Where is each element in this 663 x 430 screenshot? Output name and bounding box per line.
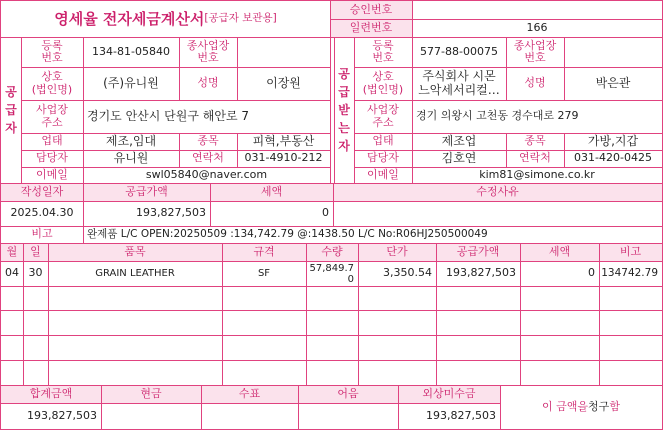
claim-word: 청구 (588, 399, 610, 413)
col-item: 품목 (124, 244, 146, 258)
claim-prefix: 이 금액을 (542, 399, 589, 413)
supplier-address-label: 사업장 주소 (36, 103, 68, 129)
supplier-manager: 유니원 (113, 150, 149, 165)
issue-date: 2025.04.30 (10, 206, 74, 220)
col-qty: 수량 (321, 244, 343, 258)
supplier-biz-item: 피혁,부동산 (252, 133, 315, 148)
item-qty: 57,849.7 0 (309, 262, 354, 285)
buyer-name: 주식회사 시몬 느악세서리컬… (418, 69, 500, 97)
buyer-biz-item: 가방,지갑 (587, 133, 639, 148)
buyer-ceo: 박은관 (595, 75, 631, 90)
summary-supply-label: 공급가액 (125, 184, 168, 198)
col-unit-price: 단가 (386, 244, 408, 258)
item-remark: 134742.79 (601, 266, 658, 279)
supplier-email: swl05840@naver.com (145, 167, 268, 181)
col-day: 일 (30, 244, 41, 258)
check-label: 수표 (238, 386, 261, 400)
total-amount: 193,827,503 (27, 408, 97, 422)
approval-number-label: 승인번호 (349, 2, 393, 16)
buyer-address: 경기 의왕시 고천동 경수대로 279 (416, 109, 579, 123)
buyer-name-label: 상호 (법인명) (362, 70, 404, 96)
date-label: 작성일자 (20, 184, 64, 198)
note-text: 완제품 L/C OPEN:20250509 :134,742.79 @:1438.50 L/C No:R06HJ250500049 (87, 227, 488, 240)
buyer-branch-label: 종사업장 번호 (513, 38, 557, 64)
supplier-email-label: 이메일 (36, 167, 68, 181)
reason-label: 수정사유 (476, 184, 519, 198)
buyer-manager-label: 담당자 (367, 151, 399, 165)
item-day: 30 (28, 266, 43, 280)
total-label: 합계금액 (29, 386, 73, 400)
item-unit-price: 3,350.54 (383, 266, 432, 280)
credit-label: 외상미수금 (422, 386, 476, 400)
col-spec: 규격 (253, 244, 275, 258)
item-supply: 193,827,503 (446, 266, 516, 280)
supplier-address: 경기도 안산시 단원구 해안로 7 (87, 108, 249, 123)
buyer-phone-label: 연락처 (519, 151, 551, 165)
item-month: 04 (5, 266, 19, 280)
col-month: 월 (6, 244, 18, 258)
buyer-reg-no: 577-88-00075 (420, 44, 498, 58)
supplier-biz-type: 제조,임대 (105, 133, 157, 148)
col-supply: 공급가액 (456, 244, 500, 258)
supplier-ceo-label: 성명 (197, 76, 219, 90)
supplier-branch-label: 종사업장 번호 (186, 38, 230, 64)
note-label: 비고 (31, 227, 53, 241)
invoice-title-text: 영세율 전자세금계산서 (54, 9, 205, 28)
supplier-ceo: 이장원 (266, 75, 301, 90)
col-remark: 비고 (619, 244, 642, 258)
claim-suffix: 함 (609, 399, 620, 413)
buyer-email-label: 이메일 (367, 167, 399, 181)
supplier-phone-label: 연락처 (192, 151, 224, 165)
buyer-ceo-label: 성명 (524, 76, 546, 90)
supplier-name: (주)유니원 (103, 75, 159, 90)
buyer-side-label: 공 급 받 는 자 (338, 67, 350, 153)
supplier-reg-no-label: 등록 번호 (41, 38, 63, 64)
supplier-phone: 031-4910-212 (244, 151, 323, 165)
supplier-biz-item-label: 종목 (197, 134, 219, 148)
supplier-reg-no: 134-81-05840 (92, 44, 170, 58)
buyer-biz-item-label: 종목 (524, 134, 546, 148)
bill-label: 어음 (337, 386, 359, 400)
serial-number-value: 166 (526, 20, 548, 34)
buyer-biz-type: 제조업 (441, 133, 477, 148)
buyer-reg-no-label: 등록 번호 (372, 38, 394, 64)
supplier-side-label: 공 급 자 (5, 85, 17, 135)
item-name: GRAIN LEATHER (95, 268, 175, 279)
supplier-biz-type-label: 업태 (41, 134, 63, 148)
buyer-address-label: 사업장 주소 (367, 103, 399, 129)
invoice-title-sub: [공급자 보관용] (204, 12, 277, 25)
buyer-manager: 김호연 (441, 150, 477, 165)
summary-tax-label: 세액 (260, 184, 283, 198)
buyer-email: kim81@simone.co.kr (479, 167, 595, 181)
supplier-manager-label: 담당자 (36, 151, 68, 165)
item-tax: 0 (588, 266, 595, 280)
cash-label: 현금 (140, 386, 162, 400)
summary-tax-amount: 0 (322, 206, 329, 220)
summary-supply-amount: 193,827,503 (136, 206, 206, 220)
buyer-biz-type-label: 업태 (372, 134, 394, 148)
col-tax: 세액 (548, 244, 571, 258)
buyer-phone: 031-420-0425 (574, 151, 652, 165)
supplier-name-label: 상호 (법인명) (31, 70, 73, 96)
item-spec: SF (257, 268, 271, 279)
serial-number-label: 일련번호 (349, 20, 393, 34)
credit-amount: 193,827,503 (426, 408, 496, 422)
